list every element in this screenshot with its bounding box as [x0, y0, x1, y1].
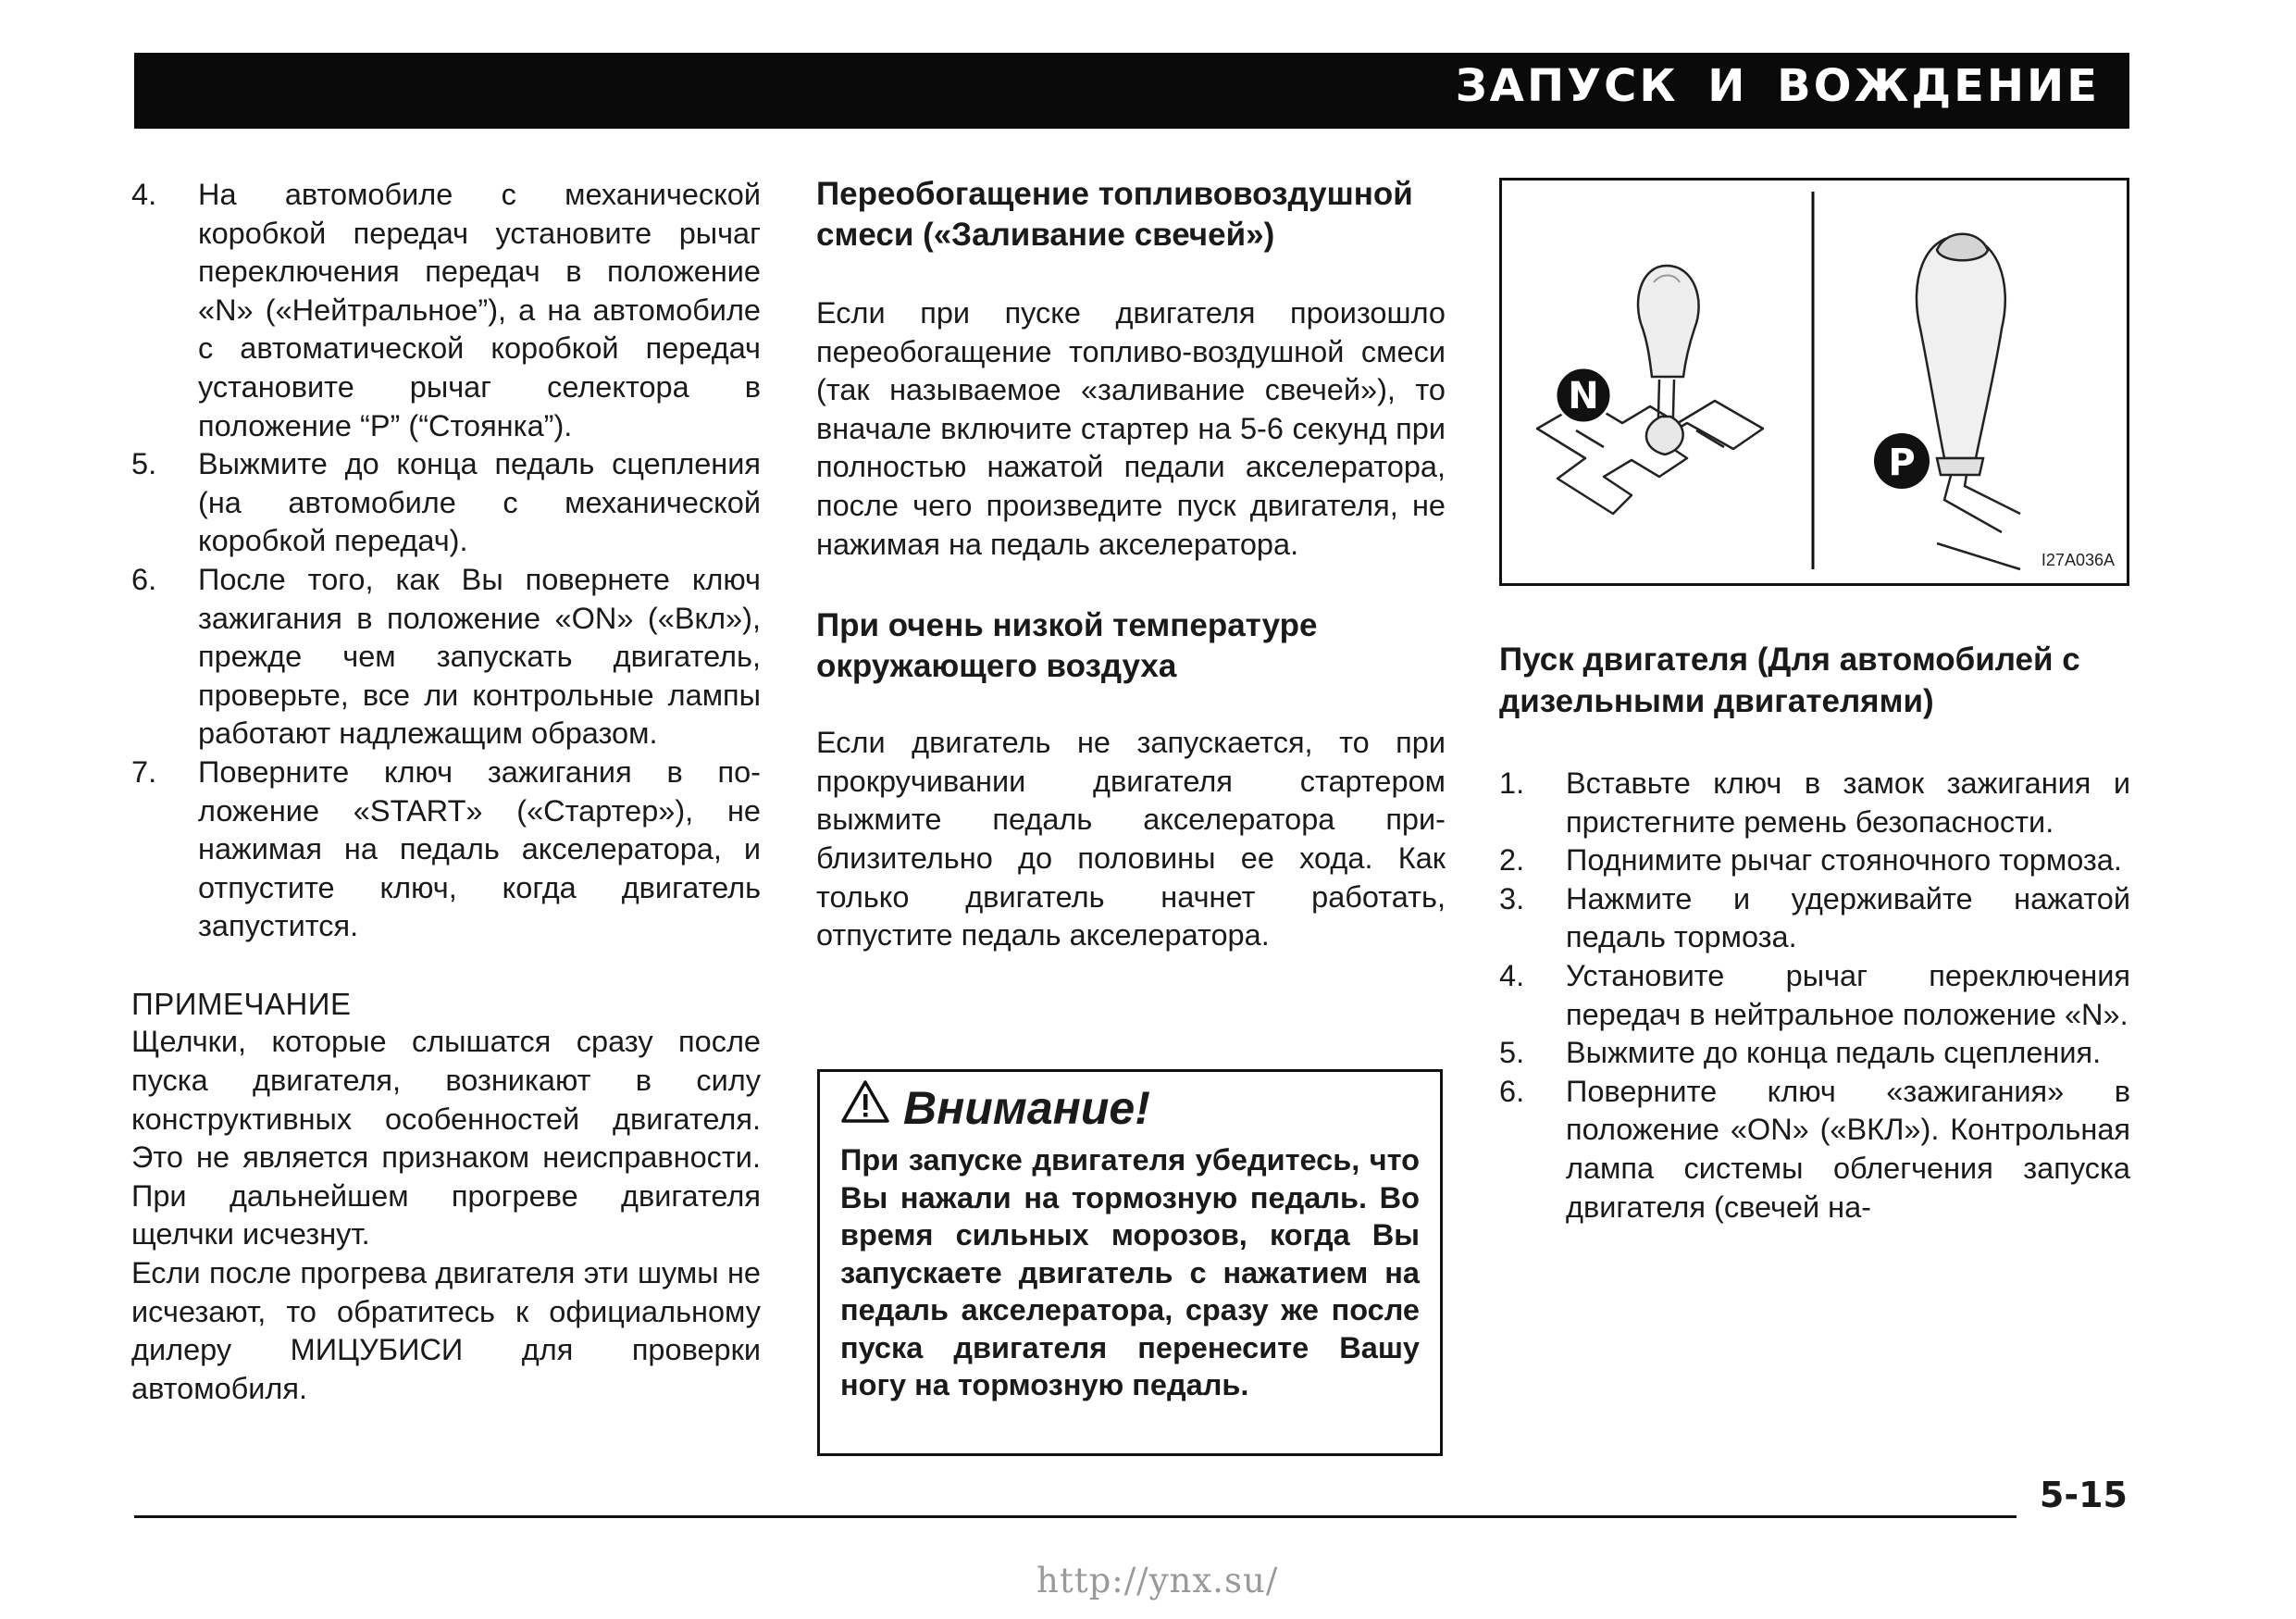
note-body [131, 1023, 761, 1408]
gear-lever-drawing [1502, 181, 2127, 583]
left-column [131, 176, 761, 1408]
middle-column [816, 174, 1446, 955]
list-item [1499, 1073, 2130, 1227]
step-number: 1. [1499, 766, 1525, 800]
step-number: 3. [1499, 881, 1525, 915]
list-item [1499, 765, 2130, 841]
note-heading: ПРИМЕЧАНИЕ [131, 986, 352, 1021]
step-text: На автомобиле с механической коробкой передач установите рычаг переключения передач в положение «N» («Нейтральное”), а на автомобиле с автоматической коробкой передач установите рычаг селектора в положение “P” (“Стоянка”). [198, 178, 761, 442]
park-label: P [1888, 442, 1916, 484]
diesel-steps-list [1499, 765, 2130, 1227]
list-item [131, 176, 761, 445]
warning-title-text: Внимание! [903, 1081, 1150, 1134]
step-text: Выжмите до конца педаль сцепления (на автомобиле с механической коробкой передач). [198, 447, 761, 558]
page-number: 5-15 [2039, 1475, 2128, 1515]
list-item [1499, 957, 2130, 1034]
section-header-bar [134, 53, 2129, 129]
step-number: 6. [1499, 1074, 1525, 1108]
neutral-badge [1556, 367, 1611, 423]
flooding-text: Если при пуске двигателя произошло переобогащение топливо-воздушной смеси (так называемое «заливание свечей»), то вначале включите стартер на 5-6 секунд при полностью нажатой педали акселератора, после чего произведите пуск двигателя, не нажимая на педаль акселератора. [816, 296, 1446, 561]
step-text: Установите рычаг переключения передач в нейтральное положение «N». [1566, 958, 2130, 1031]
step-text: Поверните ключ «зажигания» в положение «ON» («ВКЛ»). Контрольная лампа системы облегчения запуска двигателя (свечей на- [1566, 1074, 2130, 1224]
step-text: Вставьте ключ в замок зажигания и пристегните ремень безопасности. [1566, 766, 2130, 839]
flooding-heading: Переобогащение топливовоздушной смеси («Заливание свечей») [816, 176, 1413, 253]
list-item [131, 445, 761, 561]
neutral-label: N [1568, 375, 1599, 417]
list-item [1499, 1034, 2130, 1073]
cold-weather-heading: При очень низкой температуре окружающего воздуха [816, 607, 1318, 685]
cold-weather-text: Если двигатель не запускается, то при прокручивании двигателя стартером выжмите педаль акселератора приблизительно до половины ее хода. Как только двигатель начнет работать, отпустите педаль акселератора. [816, 726, 1446, 953]
step-text: Поверните ключ зажигания в положение «START» («Стартер»), не нажимая на педаль акселератора, и отпустите ключ, когда двигатель запустится. [198, 754, 761, 943]
list-item [1499, 841, 2130, 880]
step-text: Поднимите рычаг стояночного тормоза. [1566, 843, 2122, 878]
step-text: Выжмите до конца педаль сцепления. [1566, 1036, 2102, 1070]
warning-text: При запуске двигателя убедитесь, что Вы нажали на тормозную педаль. Во время сильных морозов, когда Вы запускаете двигатель с нажатием на педаль акселератора, сразу же после пуска двигателя перенесите Вашу ногу на тормозную педаль. [840, 1143, 1420, 1401]
list-item [131, 753, 761, 946]
warning-box [817, 1069, 1443, 1456]
step-text: После того, как Вы повернете ключ зажигания в положение «ON» («Вкл»), прежде чем запускать двигатель, проверьте, все ли контрольные лампы работают надлежащим образом. [198, 562, 761, 751]
start-steps-list [131, 176, 761, 946]
step-number: 6. [131, 562, 157, 596]
step-number: 5. [131, 447, 157, 481]
step-number: 7. [131, 754, 157, 789]
figure-code: I27A036A [2041, 551, 2115, 569]
gear-lever-illustration [1499, 178, 2129, 586]
section-title: ЗАПУСК И ВОЖДЕНИЕ [1455, 60, 2100, 112]
note-paragraph: Если после прогрева двигателя эти шумы не исчезают, то обратитесь к официальному дилеру МИЦУБИСИ для проверки автомобиля. [131, 1256, 761, 1405]
step-text: Нажмите и удерживайте нажатой педаль тормоза. [1566, 881, 2130, 954]
park-badge [1874, 433, 1930, 489]
warning-triangle-icon [840, 1079, 890, 1136]
list-item [1499, 880, 2130, 957]
step-number: 5. [1499, 1036, 1525, 1070]
right-column [1499, 639, 2130, 1227]
footer-rule [134, 1515, 2017, 1518]
watermark-url[interactable]: http://ynx.su/ [1036, 1561, 1279, 1600]
diesel-start-heading: Пуск двигателя (Для автомобилей с дизельными двигателями) [1499, 641, 2080, 719]
note-paragraph: Щелчки, которые слышатся сразу после пуска двигателя, возникают в силу конструктивных особенностей двигателя. Это не является признаком неисправности. При дальнейшем прогреве двигателя щелчки исчезнут. [131, 1025, 761, 1252]
list-item [131, 561, 761, 753]
step-number: 2. [1499, 843, 1525, 878]
step-number: 4. [131, 178, 157, 211]
warning-title [840, 1079, 1420, 1136]
step-number: 4. [1499, 958, 1525, 992]
